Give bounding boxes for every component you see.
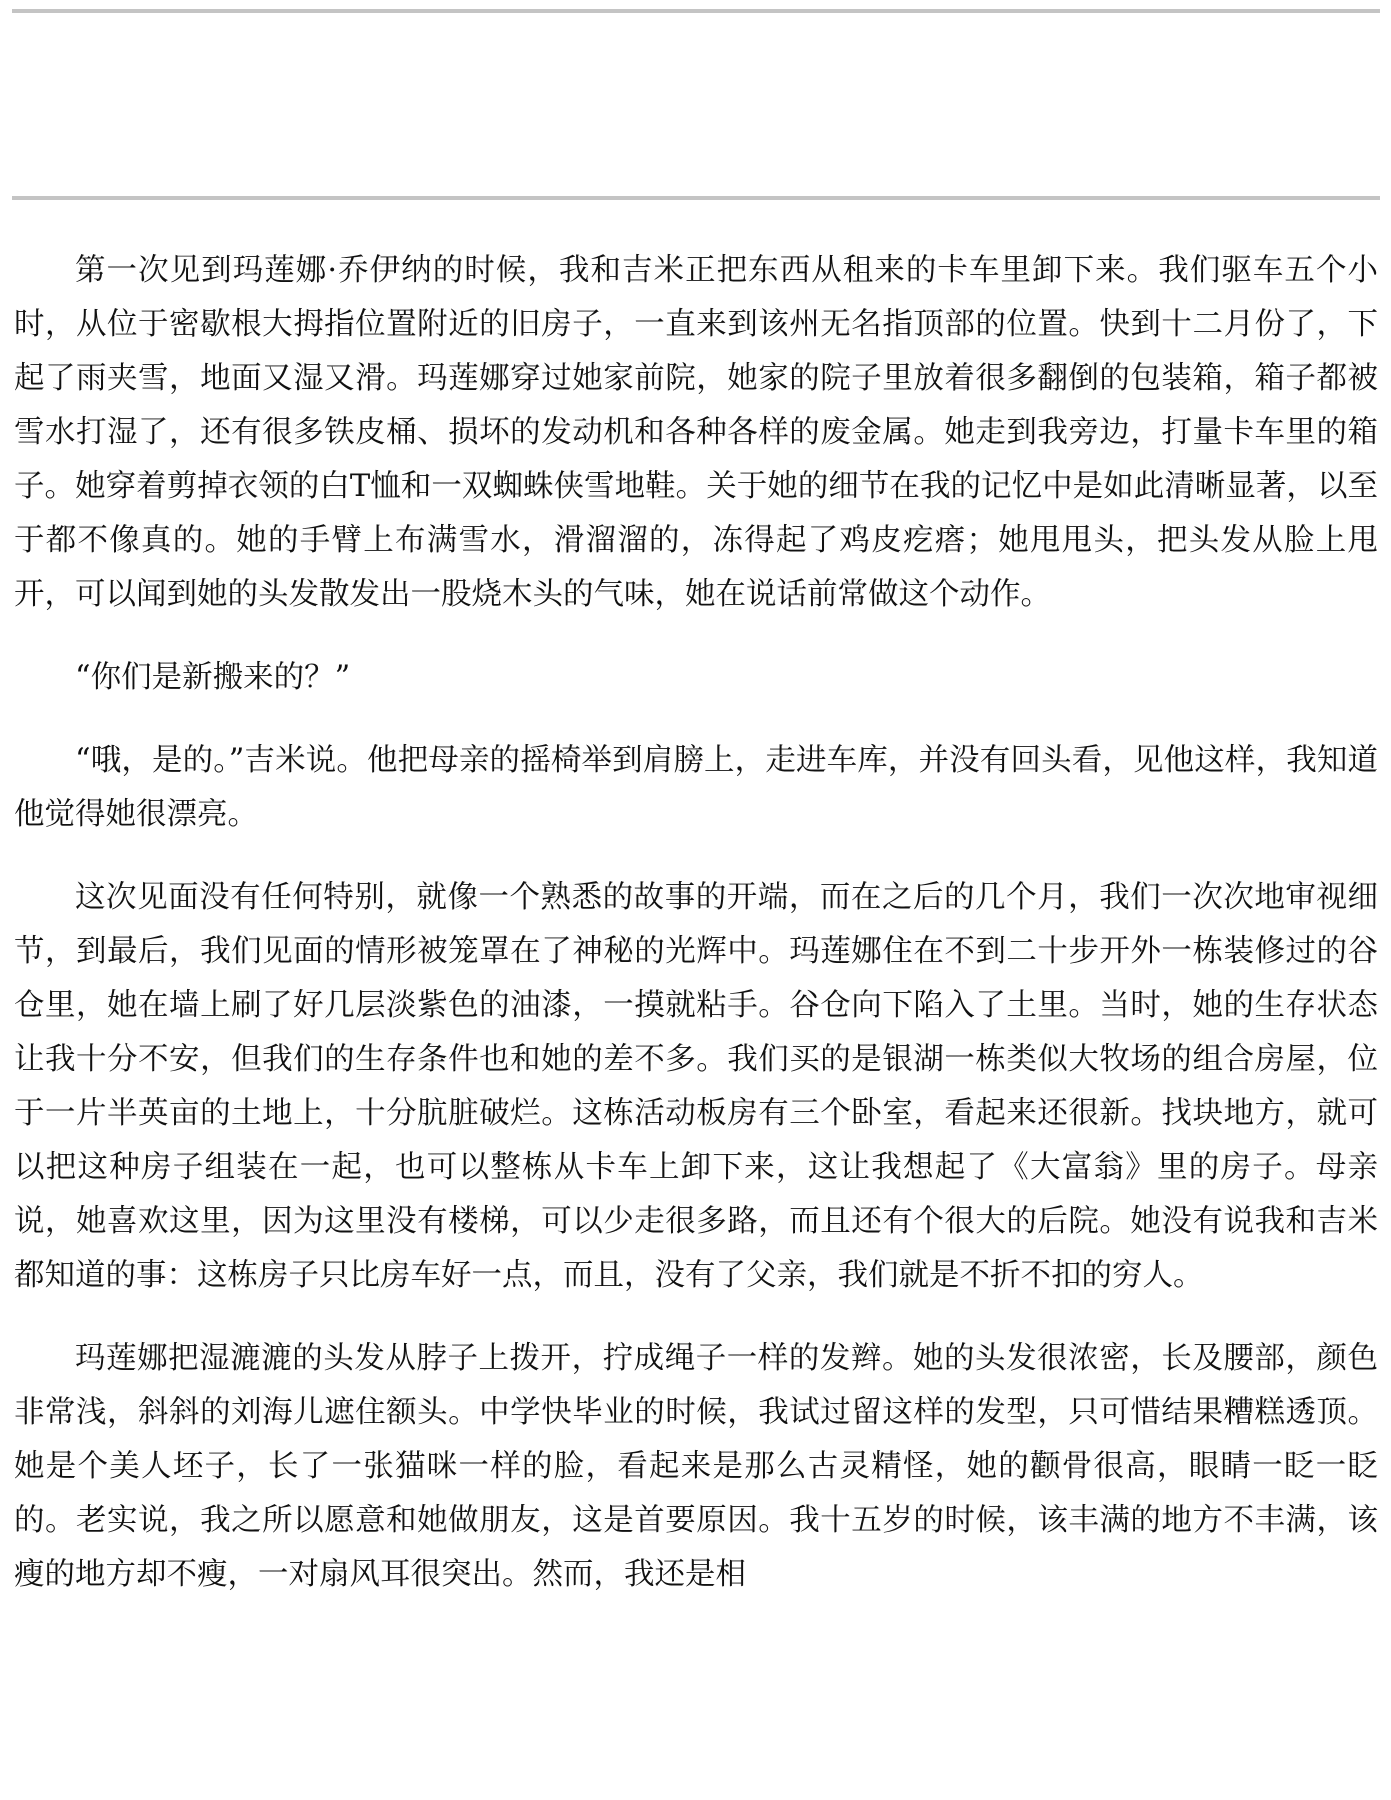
- paragraph-2: “你们是新搬来的？”: [75, 660, 351, 695]
- header-divider: [12, 196, 1380, 200]
- paragraph-3: “哦，是的。”吉米说。他把母亲的摇椅举到肩膀上，走进车库，并没有回头看，见他这样，我知道他觉得她很漂亮。: [14, 743, 1378, 832]
- paragraph-1: 第一次见到玛莲娜·乔伊纳的时候，我和吉米正把东西从租来的卡车里卸下来。我们驱车五个小时，从位于密歇根大拇指位置附近的旧房子，一直来到该州无名指顶部的位置。快到十二月份了，下起了雨夹雪，地面又湿又滑。玛莲娜穿过她家前院，她家的院子里放着很多翻倒的包装箱，箱子都被雪水打湿了，还有很多铁皮桶、损坏的发动机和各种各样的废金属。她走到我旁边，打量卡车里的箱子。她穿着剪掉衣领的白T恤和一双蜘蛛侠雪地鞋。关于她的细节在我的记忆中是如此清晰显著，以至于都不像真的。她的手臂上布满雪水，滑溜溜的，冻得起了鸡皮疙瘩；她甩甩头，把头发从脸上甩开，可以闻到她的头发散发出一股烧木头的气味，她在说话前常做这个动作。: [14, 253, 1378, 612]
- page-body: [14, 244, 1378, 1631]
- paragraph-4: 这次见面没有任何特别，就像一个熟悉的故事的开端，而在之后的几个月，我们一次次地审视细节，到最后，我们见面的情形被笼罩在了神秘的光辉中。玛莲娜住在不到二十步开外一栋装修过的谷仓里，她在墙上刷了好几层淡紫色的油漆，一摸就粘手。谷仓向下陷入了土里。当时，她的生存状态让我十分不安，但我们的生存条件也和她的差不多。我们买的是银湖一栋类似大牧场的组合房屋，位于一片半英亩的土地上，十分肮脏破烂。这栋活动板房有三个卧室，看起来还很新。找块地方，就可以把这种房子组装在一起，也可以整栋从卡车上卸下来，这让我想起了《大富翁》里的房子。母亲说，她喜欢这里，因为这里没有楼梯，可以少走很多路，而且还有个很大的后院。她没有说我和吉米都知道的事：这栋房子只比房车好一点，而且，没有了父亲，我们就是不折不扣的穷人。: [14, 880, 1378, 1293]
- top-divider: [12, 9, 1380, 13]
- paragraph-5: 玛莲娜把湿漉漉的头发从脖子上拨开，拧成绳子一样的发辫。她的头发很浓密，长及腰部，颜色非常浅，斜斜的刘海儿遮住额头。中学快毕业的时候，我试过留这样的发型，只可惜结果糟糕透顶。她是个美人坯子，长了一张猫咪一样的脸，看起来是那么古灵精怪，她的颧骨很高，眼睛一眨一眨的。老实说，我之所以愿意和她做朋友，这是首要原因。我十五岁的时候，该丰满的地方不丰满，该瘦的地方却不瘦，一对扇风耳很突出。然而，我还是相: [14, 1341, 1378, 1592]
